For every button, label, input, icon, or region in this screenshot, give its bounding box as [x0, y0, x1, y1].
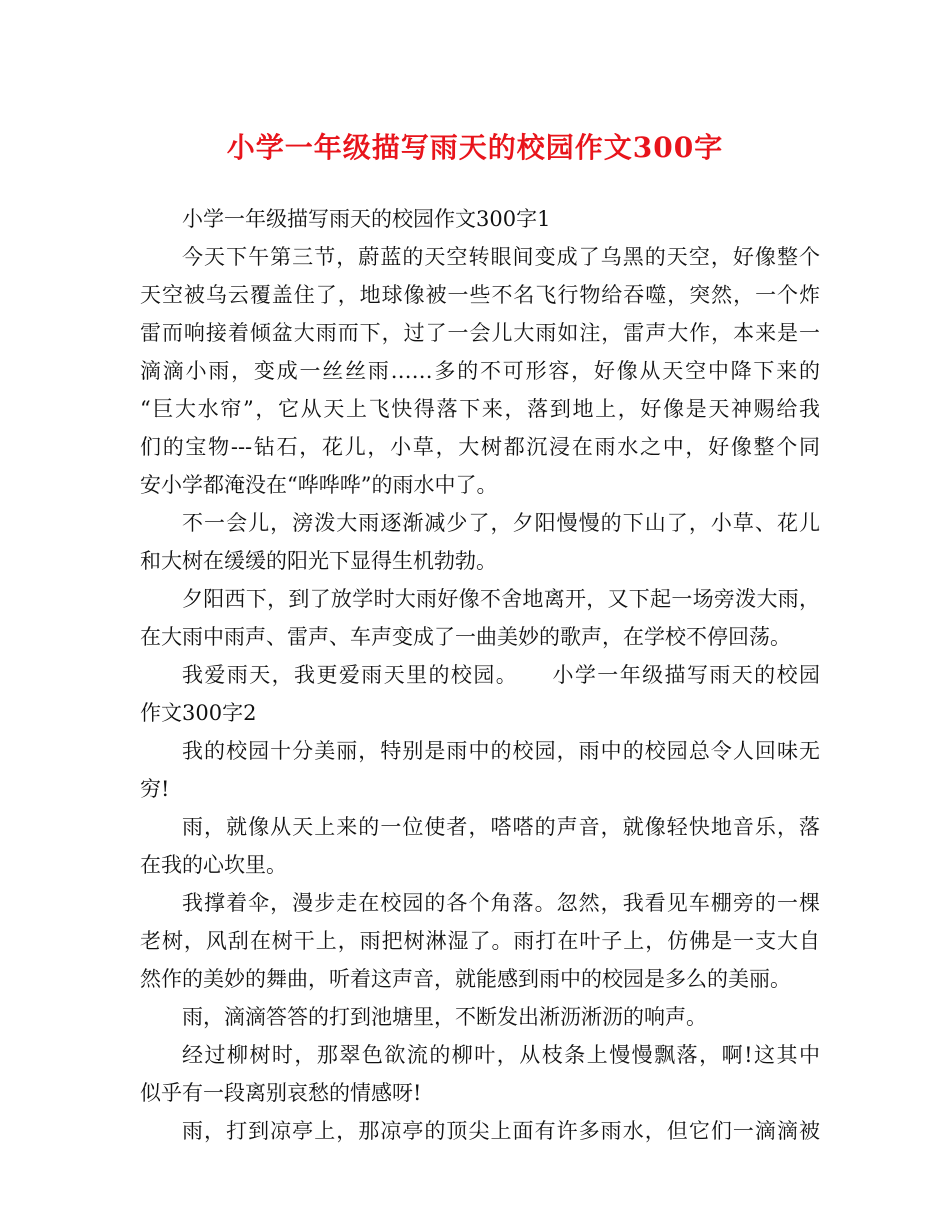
paragraph-line: 们的宝物---钻石，花儿，小草，大树都沉浸在雨水之中，好像整个同: [140, 435, 820, 459]
paragraph-line: 和大树在缓缓的阳光下显得生机勃勃。: [140, 549, 497, 573]
paragraph-line: “巨大水帘”，它从天上飞快得落下来，落到地上，好像是天神赐给我: [140, 397, 820, 421]
paragraph-line: 然作的美妙的舞曲，听着这声音，就能感到雨中的校园是多么的美丽。: [140, 967, 791, 991]
paragraph-line: 滴滴小雨，变成一丝丝雨……多的不可形容，好像从天空中降下来的: [140, 359, 820, 383]
paragraph-line: 雨，打到凉亭上，那凉亭的顶尖上面有许多雨水，但它们一滴滴被: [182, 1119, 820, 1143]
paragraph-line: 在我的心坎里。: [140, 853, 287, 877]
paragraph-line: 雨，滴滴答答的打到池塘里，不断发出淅沥淅沥的响声。: [182, 1005, 707, 1029]
document-title: 小学一年级描写雨天的校园作文300字: [226, 131, 724, 164]
paragraph-line: 今天下午第三节，蔚蓝的天空转眼间变成了乌黑的天空，好像整个: [182, 245, 820, 269]
paragraph-line: 天空被乌云覆盖住了，地球像被一些不名飞行物给吞噬，突然，一个炸: [140, 283, 820, 307]
document-body: [140, 200, 820, 1150]
paragraph-line: 我的校园十分美丽，特别是雨中的校园，雨中的校园总令人回味无: [182, 739, 820, 763]
paragraph-line: 穷!: [140, 777, 170, 801]
paragraph-line: 雷而响接着倾盆大雨而下，过了一会儿大雨如注，雷声大作，本来是一: [140, 321, 820, 345]
paragraph-line: 我撑着伞，漫步走在校园的各个角落。忽然，我看见车棚旁的一棵: [182, 891, 820, 915]
paragraph-line: 雨，就像从天上来的一位使者，嗒嗒的声音，就像轻快地音乐，落: [182, 815, 820, 839]
section-heading-1: 小学一年级描写雨天的校园作文300字1: [182, 207, 551, 231]
paragraph-line: 不一会儿，滂泼大雨逐渐减少了，夕阳慢慢的下山了，小草、花儿: [182, 511, 820, 535]
paragraph-line: 老树，风刮在树干上，雨把树淋湿了。雨打在叶子上，仿佛是一支大自: [140, 929, 820, 953]
paragraph-line: 在大雨中雨声、雷声、车声变成了一曲美妙的歌声，在学校不停回荡。: [140, 625, 791, 649]
paragraph-line: 安小学都淹没在“哗哗哗”的雨水中了。: [140, 473, 498, 497]
paragraph-line: 似乎有一段离别哀愁的情感呀!: [140, 1081, 422, 1105]
paragraph-line: 我爱雨天，我更爱雨天里的校园。 小学一年级描写雨天的校园: [182, 663, 820, 687]
paragraph-line: 夕阳西下，到了放学时大雨好像不舍地离开，又下起一场旁泼大雨，: [182, 587, 820, 611]
section-heading-2: 作文300字2: [140, 701, 257, 725]
paragraph-line: 经过柳树时，那翠色欲流的柳叶，从枝条上慢慢飘落，啊!这其中: [182, 1043, 820, 1067]
